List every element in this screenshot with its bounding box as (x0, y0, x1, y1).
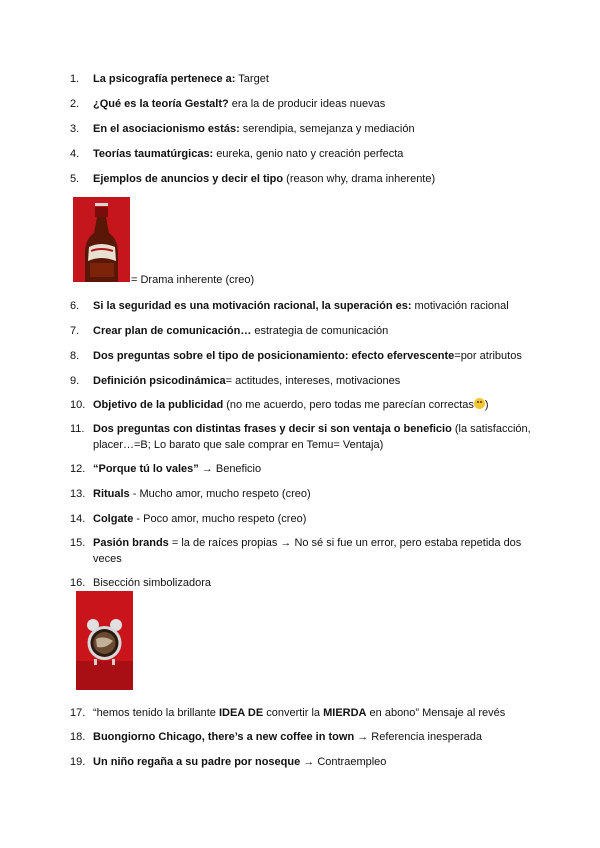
answer-text: era la de producir ideas nuevas (228, 98, 386, 110)
question-text: En el asociacionismo estás: (93, 123, 240, 135)
question-text: Crear plan de comunicación… (93, 325, 252, 337)
answer-text: (reason why, drama inherente) (283, 173, 436, 185)
question-text: Definición psicodinámica (93, 375, 226, 387)
answer-text: = actitudes, intereses, motivaciones (225, 375, 401, 387)
image-caption: = Drama inherente (creo) (131, 274, 255, 286)
question-text: Dos preguntas con distintas frases y decir si son ventaja o beneficio (93, 423, 452, 435)
answer-text: → Contraempleo (300, 756, 387, 768)
answer-text: Target (235, 73, 269, 85)
question-text: Rituals (93, 488, 130, 500)
answer-text: (no me acuerdo, pero todas me parecían correctas (223, 399, 474, 411)
coffee-alarm-clock-ad-image (76, 591, 133, 690)
answer-text: = la de raíces propias → No sé si fue un error, pero estaba repetida dos veces (93, 537, 522, 565)
answer-text: “hemos tenido la brillante (93, 707, 219, 719)
answer-text: - Poco amor, mucho respeto (creo) (133, 513, 307, 525)
answer-text: eureka, genio nato y creación perfecta (213, 148, 404, 160)
question-text: Dos preguntas sobre el tipo de posicionamiento: efecto efervescente (93, 350, 455, 362)
question-text: Un niño regaña a su padre por noseque (93, 756, 301, 768)
answer-text: → Referencia inesperada (354, 731, 482, 743)
answer-text: - Mucho amor, mucho respeto (creo) (129, 488, 311, 500)
question-text: Pasión brands (93, 537, 169, 549)
smiling-face-icon (474, 398, 485, 409)
answer-text: motivación racional (411, 300, 509, 312)
answer-text: estrategia de comunicación (251, 325, 389, 337)
answer-text: Bisección simbolizadora (93, 577, 211, 589)
answer-text: =por atributos (454, 350, 522, 362)
answer-text: → Beneficio (198, 463, 262, 475)
answer-text: serendipia, semejanza y mediación (239, 123, 415, 135)
question-text: Ejemplos de anuncios y decir el tipo (93, 173, 284, 185)
budweiser-bottle-ad-image (73, 197, 130, 282)
question-text: ¿Qué es la teoría Gestalt? (93, 98, 229, 110)
question-text: Colgate (93, 513, 134, 525)
question-text: Si la seguridad es una motivación racional, la superación es: (93, 300, 412, 312)
question-text: Buongiorno Chicago, there’s a new coffee in town (93, 731, 355, 743)
question-text: Teorías taumatúrgicas: (93, 148, 214, 160)
question-text: “Porque tú lo vales” (93, 463, 199, 475)
answer-text: (la satisfacción, placer…=B; Lo barato que sale comprar en Temu= Ventaja) (93, 423, 531, 451)
question-text: La psicografía pertenece a: (93, 73, 236, 85)
bottle-illustration (73, 197, 130, 282)
alarm-clock-illustration (76, 591, 133, 690)
question-text: Objetivo de la publicidad (93, 399, 224, 411)
